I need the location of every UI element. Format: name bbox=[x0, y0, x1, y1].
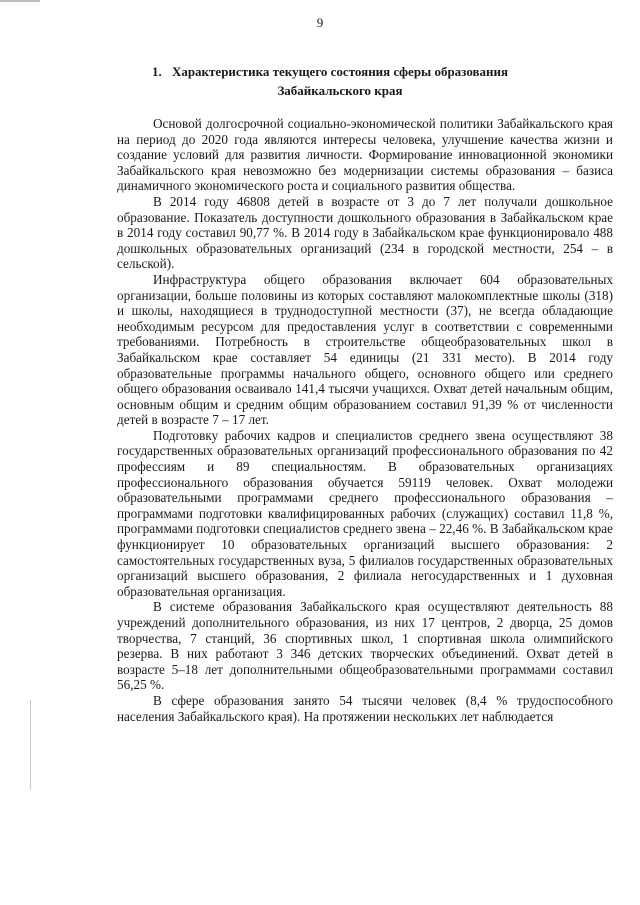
section-title-line-1: Характеристика текущего состояния сферы образования bbox=[171, 64, 509, 79]
paragraph-vocational-education: Подготовку рабочих кадров и специалистов среднего звена осуществляют 38 государственных образовательных организаций профессионального образования по 42 профессиям и 89 специальностям. В образовательных организациях профессионального образования обучается 59119 человек. Охват молодежи образовательными программами среднего профессионального образования – программами подготовки квалифицированных рабочих (служащих) составил 11,8 %, программами подготовки специалистов среднего звена – 22,46 %. В Забайкальском крае функционирует 10 образовательных организаций высшего образования: 2 самостоятельных государственных вуза, 5 филиалов государственных образовательных организаций высшего образования, 2 филиала негосударственных и 1 духовная образовательная организация. bbox=[117, 427, 613, 599]
margin-line bbox=[30, 700, 31, 790]
paragraph-general-education: Инфраструктура общего образования включает 604 образовательных организации, больше половины из которых составляют малокомплектные школы (318) и школы, находящиеся в труднодоступной местности (37), не всегда обладающие необходимым ресурсом для предоставления услуг в соответствии с современными требованиями. Потребность в строительстве общеобразовательных школ в Забайкальском крае составляет 54 единицы (21 331 место). В 2014 году образовательные программы начального общего, основного общего или среднего общего образования осваивало 141,4 тысячи учащихся. Охват детей начальным общим, основным общим и средним общим образованием составил 91,39 % от численности детей в возрасте 7 – 17 лет. bbox=[117, 271, 613, 428]
paragraph-employment: В сфере образования занято 54 тысячи человек (8,4 % трудоспособного населения Забайкальского края). На протяжении нескольких лет наблюдается bbox=[117, 692, 613, 724]
section-title-line-2: Забайкальского края bbox=[277, 83, 403, 98]
paragraph-goals: Основой долгосрочной социально-экономической политики Забайкальского края на период до 2020 года являются интересы человека, улучшение качества жизни и создание условий для развития личности. Формирование инновационной экономики Забайкальского края невозможно без модернизации системы образования – базиса динамичного экономического роста и социального развития общества. bbox=[117, 116, 613, 194]
paragraph-preschool: В 2014 году 46808 детей в возрасте от 3 до 7 лет получали дошкольное образование. Показатель доступности дошкольного образования в Забайкальском крае в 2014 году составил 90,77 %. В 2014 году в Забайкальском крае функционировало 488 дошкольных образовательных организаций (234 в городской местности, 254 – в сельской). bbox=[117, 193, 613, 272]
scan-mark bbox=[0, 0, 40, 2]
section-number: 1. bbox=[152, 64, 162, 79]
page-number: 9 bbox=[316, 15, 324, 30]
section-title bbox=[140, 62, 540, 100]
body-text bbox=[117, 116, 613, 724]
paragraph-additional-education: В системе образования Забайкальского края осуществляют деятельность 88 учреждений дополнительного образования, из них 17 центров, 2 дворца, 25 домов творчества, 7 станций, 36 спортивных школ, 1 спортивная школа олимпийского резерва. В них работают 3 346 детских творческих объединений. Охват детей в возрасте 5–18 лет дополнительными общеобразовательными программами составил 56,25 %. bbox=[117, 599, 613, 693]
